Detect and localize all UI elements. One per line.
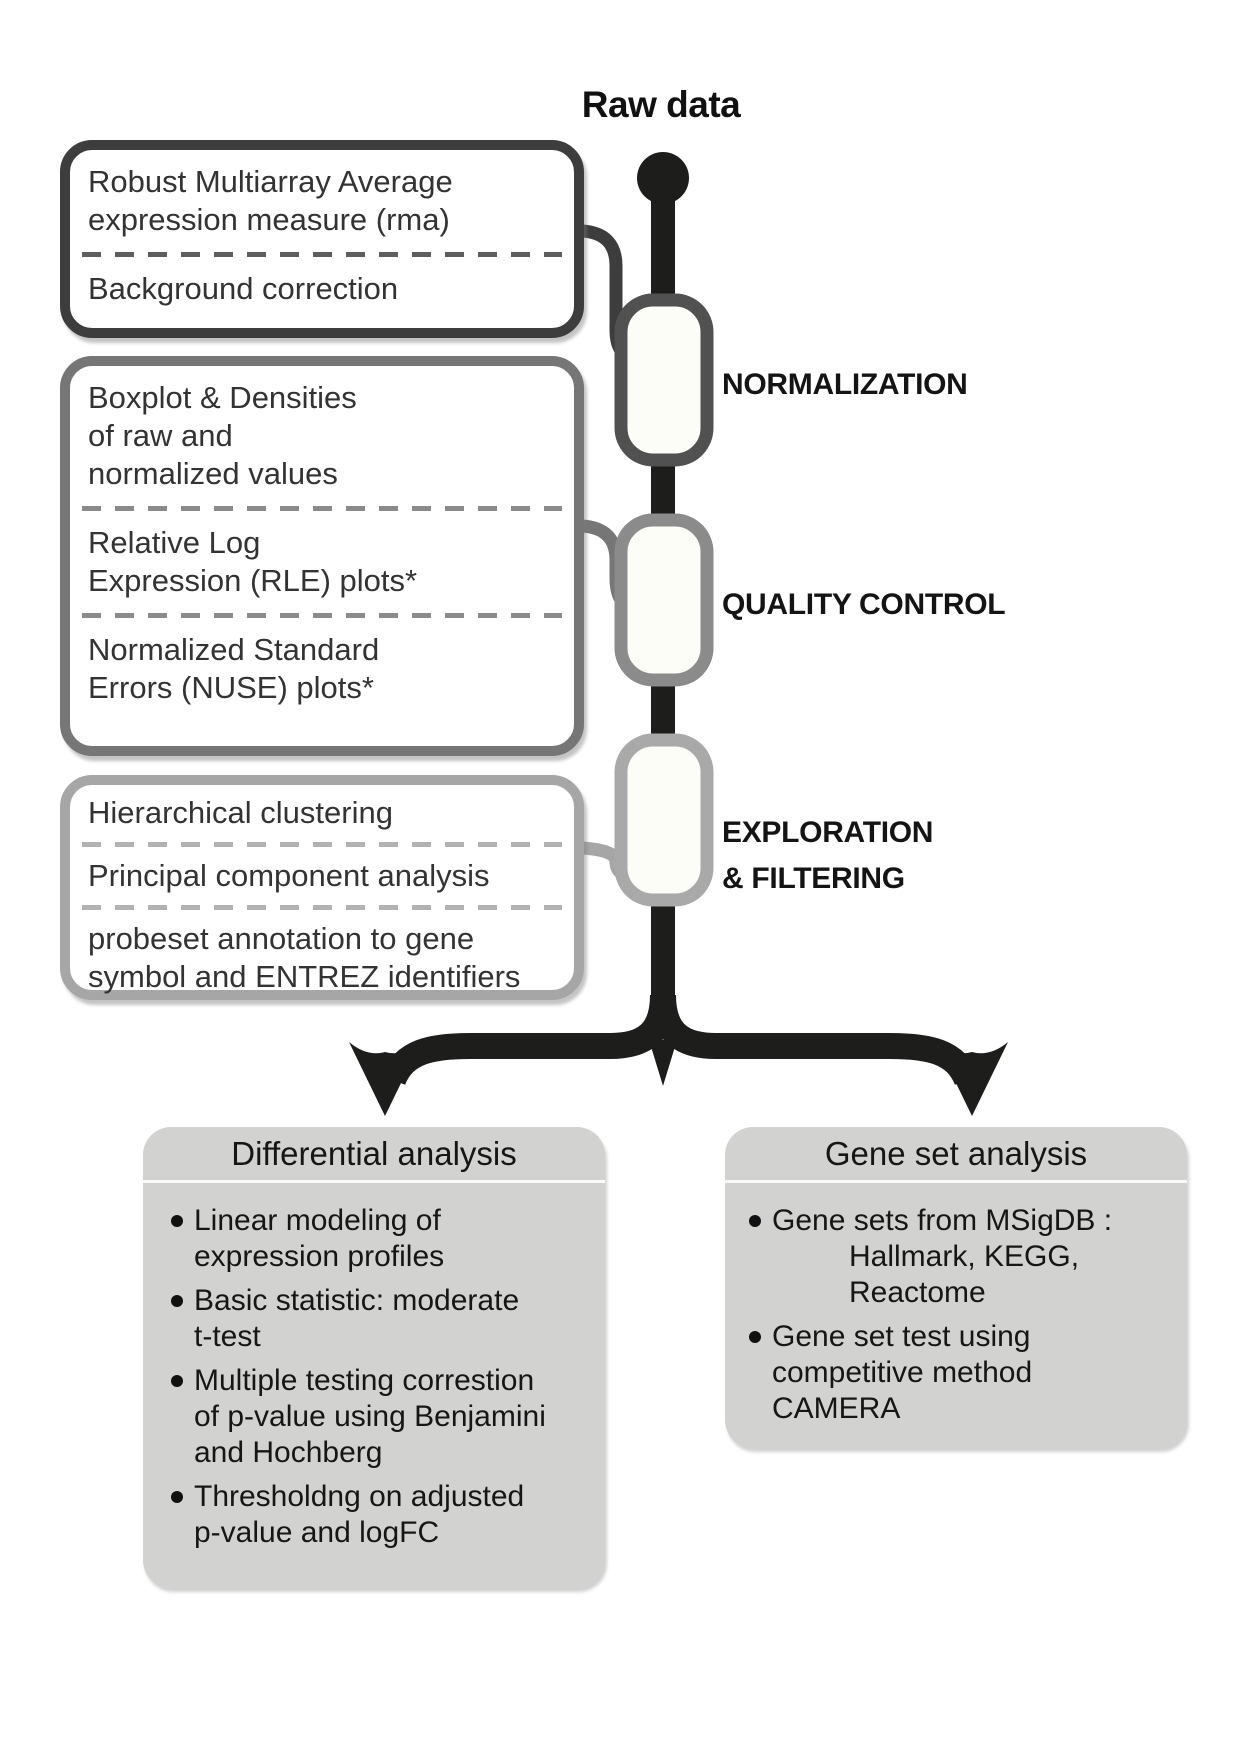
split-branch-right — [663, 995, 967, 1080]
box-text-line: Boxplot & Densities — [88, 380, 357, 415]
bullet-icon — [171, 1491, 183, 1503]
bullet-line: Gene set test using — [772, 1320, 1031, 1353]
box-text-line: Robust Multiarray Average — [88, 164, 453, 199]
box-text-line: of raw and — [88, 418, 233, 453]
bullet-line: CAMERA — [772, 1392, 901, 1425]
box-section — [70, 366, 574, 493]
bullet-icon — [171, 1295, 183, 1307]
normalization-box — [60, 140, 584, 338]
stage-label-exploration-filtering — [722, 810, 933, 902]
bullet-line: Reactome — [849, 1276, 986, 1309]
box-text-line: normalized values — [88, 456, 338, 491]
box-section — [70, 785, 574, 832]
dashed-divider — [82, 842, 562, 847]
panel-title: Differential analysis — [143, 1127, 605, 1183]
normalization-station — [621, 300, 707, 460]
bullet-line: and Hochberg — [194, 1436, 383, 1469]
bullet-item — [725, 1203, 1177, 1311]
quality-control-box — [60, 356, 584, 756]
stage-label-normalization: NORMALIZATION — [722, 368, 968, 401]
arrowhead-left-icon — [349, 1042, 421, 1116]
bullet-icon — [749, 1215, 761, 1227]
differential-analysis-panel — [143, 1127, 605, 1588]
stage-label-quality-control: QUALITY CONTROL — [722, 588, 1006, 621]
gene-set-analysis-panel — [725, 1127, 1187, 1448]
raw-data-node-icon — [637, 152, 689, 204]
split-center-notch — [649, 1040, 677, 1086]
bullet-line: expression profiles — [194, 1240, 445, 1273]
exploration-filtering-box — [60, 775, 584, 1000]
bullet-icon — [171, 1215, 183, 1227]
bullet-line: Hallmark, KEGG, — [849, 1240, 1080, 1273]
box-text-line: Errors (NUSE) plots* — [88, 670, 374, 705]
box-text-line: Relative Log — [88, 525, 261, 560]
panel-title: Gene set analysis — [725, 1127, 1187, 1183]
bullet-line: Linear modeling of — [194, 1204, 441, 1237]
bullet-line: Gene sets from MSigDB : — [772, 1204, 1113, 1237]
raw-data-label: Raw data — [581, 84, 741, 125]
box-section — [70, 270, 574, 308]
dashed-divider — [82, 506, 562, 511]
box-text-line: Principal component analysis — [88, 858, 490, 893]
dashed-divider — [82, 905, 562, 910]
box-section — [70, 857, 574, 895]
stage-label-line: EXPLORATION — [722, 816, 934, 849]
bullet-line: of p-value using Benjamini — [194, 1400, 546, 1433]
bullet-line: Thresholdng on adjusted — [194, 1480, 525, 1513]
panel-body — [143, 1183, 605, 1551]
bullet-line: Multiple testing correstion — [194, 1364, 535, 1397]
box-text-line: probeset annotation to gene — [88, 921, 475, 956]
bullet-item — [725, 1319, 1177, 1427]
dashed-divider — [82, 613, 562, 618]
box-section — [70, 920, 574, 996]
box-section — [70, 524, 574, 600]
exploration-station — [621, 740, 707, 900]
bullet-item — [143, 1203, 595, 1275]
arrowhead-right-icon — [936, 1042, 1008, 1116]
panel-body — [725, 1183, 1187, 1427]
box-text-line: Normalized Standard — [88, 632, 380, 667]
box-section — [70, 150, 574, 239]
stage-label-line: & FILTERING — [722, 862, 905, 895]
qc-station — [621, 520, 707, 680]
bullet-icon — [171, 1375, 183, 1387]
box-text-line: Expression (RLE) plots* — [88, 563, 418, 598]
box-section — [70, 631, 574, 707]
bullet-line: p-value and logFC — [194, 1516, 440, 1549]
bullet-line: Basic statistic: moderate — [194, 1284, 520, 1317]
box-text-line: symbol and ENTREZ identifiers — [88, 959, 521, 994]
box-text-line: Background correction — [88, 271, 399, 306]
bullet-line: competitive method — [772, 1356, 1033, 1389]
bullet-icon — [749, 1331, 761, 1343]
box-text-line: Hierarchical clustering — [88, 795, 393, 830]
split-branch-left — [393, 995, 663, 1080]
bullet-line: t-test — [194, 1320, 261, 1353]
box-text-line: expression measure (rma) — [88, 202, 450, 237]
dashed-divider — [82, 252, 562, 257]
bullet-item — [143, 1479, 595, 1551]
bullet-item — [143, 1283, 595, 1355]
bullet-item — [143, 1363, 595, 1471]
